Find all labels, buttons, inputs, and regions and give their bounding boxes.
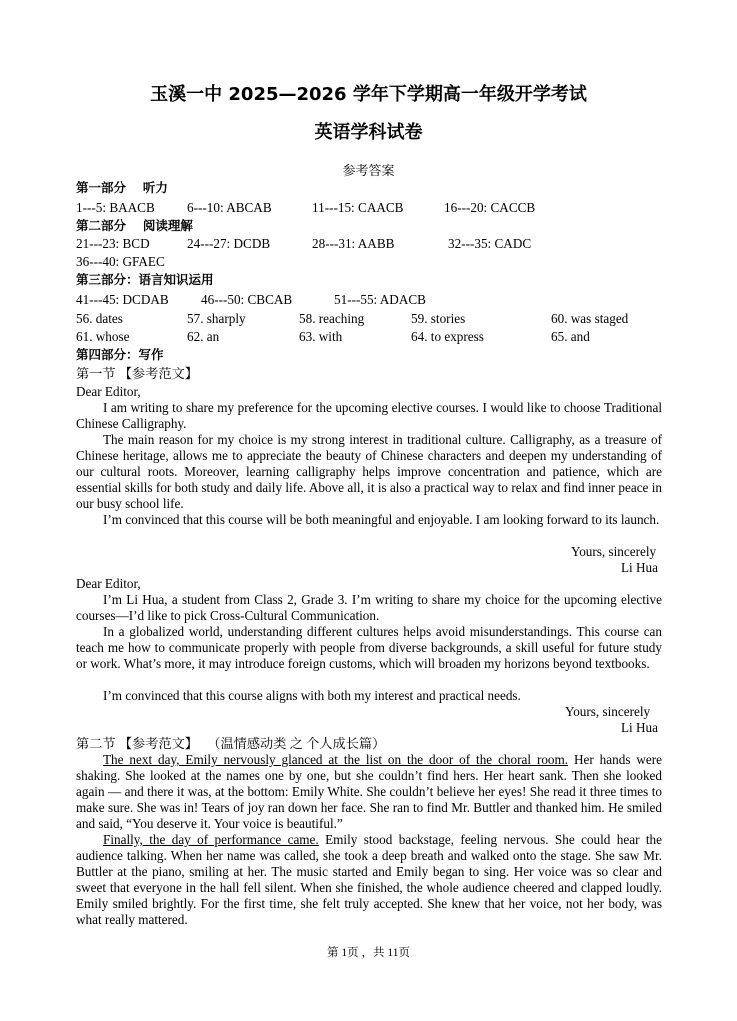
letter2-paragraph: I’m convinced that this course aligns with both my interest and practical needs. [103,688,521,703]
part1-heading: 第一部分 听力 [76,180,168,195]
letter1-signature: Li Hua [621,560,658,575]
story-lead-sentence: The next day, Emily nervously glanced at the list on the door of the choral room. [103,752,569,767]
answer-cell: 21---23: BCD [76,236,150,251]
fill-answer: 64. to express [411,329,484,344]
page-title: 玉溪一中 2025—2026 学年下学期高一年级开学考试 [150,84,587,105]
answer-cell: 11---15: CAACB [312,200,404,215]
answer-cell: 16---20: CACCB [444,200,536,215]
fill-answer: 58. reaching [299,311,365,326]
story-paragraph [76,752,662,832]
part4-heading: 第四部分：写作 [76,347,164,362]
fill-answer: 62. an [187,329,220,344]
page-subtitle: 英语学科试卷 [314,122,423,143]
fill-answer: 61. whose [76,329,130,344]
letter2-signature: Li Hua [621,720,658,735]
answer-cell: 36---40: GFAEC [76,254,165,269]
fill-answer: 56. dates [76,311,123,326]
letter2-paragraph: I’m Li Hua, a student from Class 2, Grade 3. I’m writing to share my choice for the upcoming elective courses—I’d like to pick Cross-Cultural Communication. [76,592,662,623]
answer-key-label: 参考答案 [342,163,395,178]
story-text: Emily stood backstage, feeling nervous. She could hear the audience talking. When her name was called, she took a deep breath and walked onto the stage. She saw Mr. Buttler at the piano, smiling at her. The music started and Emily began to sing. Her voice was so clear and sweet that everyone in the hall fell silent. When she finished, the whole audience cheered and clapped loudly. Emily smiled brightly. For the first time, she felt truly accepted. She knew that her voice, not her body, was what really mattered. [76,832,662,927]
answer-cell: 24---27: DCDB [187,236,271,251]
letter2-closing: Yours, sincerely [565,704,651,719]
letter1-paragraph: I am writing to share my preference for the upcoming elective courses. I would like to choose Traditional Chinese Calligraphy. [76,400,662,431]
part2-heading: 第二部分 阅读理解 [76,218,193,233]
answer-cell: 41---45: DCDAB [76,292,169,307]
letter2-paragraph: In a globalized world, understanding different cultures helps avoid misunderstandings. This course can teach me how to communicate properly with people from diverse backgrounds, a skill useful for future study or work. What’s more, it may introduce foreign customs, which will broaden my horizons beyond textbooks. [76,624,662,671]
answer-cell: 51---55: ADACB [334,292,426,307]
letter1-paragraph: I’m convinced that this course will be both meaningful and enjoyable. I am looking forward to its launch. [103,512,660,527]
answer-cell: 6---10: ABCAB [187,200,272,215]
letter1-closing: Yours, sincerely [571,544,657,559]
answer-cell: 28---31: AABB [312,236,395,251]
fill-answer: 57. sharply [187,311,246,326]
story-paragraph [76,832,662,928]
section2-note: （温情感动类 之 个人成长篇） [207,736,386,751]
section2-label: 第二节 【参考范文】 [76,736,198,751]
answer-cell: 1---5: BAACB [76,200,155,215]
story-lead-sentence: Finally, the day of performance came. [103,832,319,847]
letter2-greeting: Dear Editor, [76,576,141,591]
page-footer: 第 1页 ，共 11页 [327,947,410,959]
letter1-greeting: Dear Editor, [76,384,141,399]
answer-cell: 46---50: CBCAB [201,292,293,307]
fill-answer: 65. and [551,329,590,344]
section1-label: 第一节 【参考范文】 [76,366,198,381]
story-text: Her hands were shaking. She looked at the names one by one, but she couldn’t find hers. Her heart sank. Then she looked again — and there it was, at the bottom: Emily White. She couldn’t believe her eyes! She read it three times to make sure. She was in! Tears of joy ran down her face. She ran to find Mr. Buttler and thanked him. He smiled and said, “You deserve it. Your voice is beautiful.” [76,752,662,831]
fill-answer: 63. with [299,329,343,344]
answer-cell: 32---35: CADC [448,236,532,251]
fill-answer: 60. was staged [551,311,629,326]
fill-answer: 59. stories [411,311,466,326]
part3-heading: 第三部分：语言知识运用 [76,272,214,287]
letter1-paragraph: The main reason for my choice is my strong interest in traditional culture. Calligraphy, as a treasure of Chinese heritage, allows me to appreciate the beauty of Chinese characters and deepen my understanding of our cultural roots. Moreover, learning calligraphy helps improve concentration and patience, which are essential skills for both study and daily life. Above all, it is also a practical way to relax and find inner peace in our busy school life. [76,432,662,511]
